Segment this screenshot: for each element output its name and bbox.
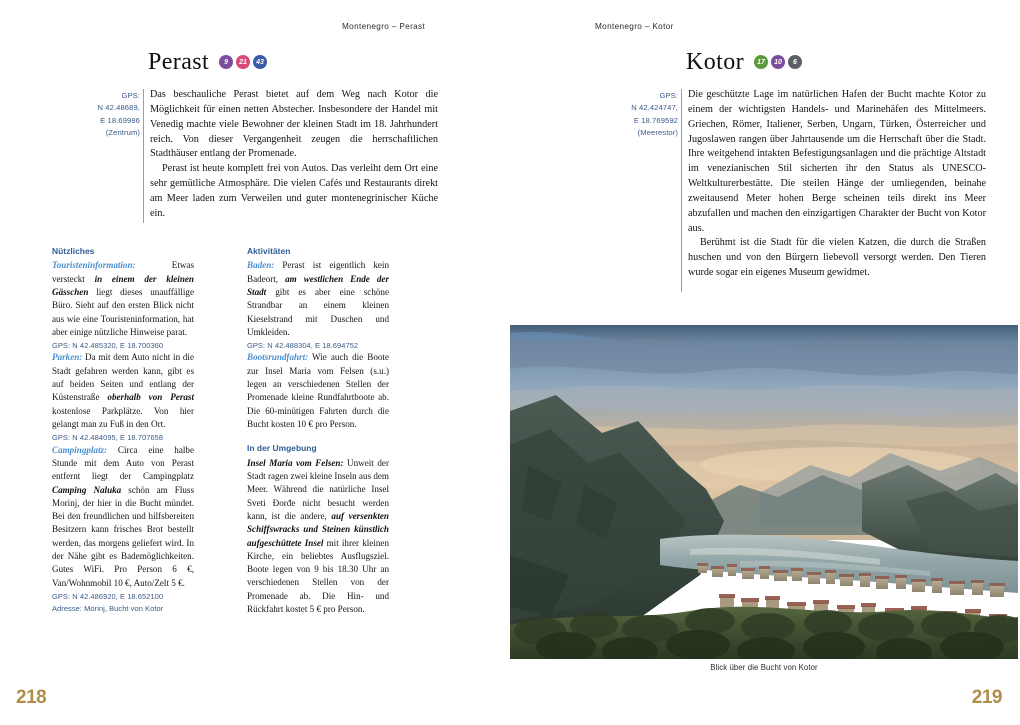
entry-emphasis: oberhalb von Perast	[107, 392, 194, 403]
section-heading: Aktivitäten	[247, 246, 291, 256]
entry-text: liegt dieses unauffällige Büro. Sieht auf den ersten Blick nicht aus wie eine Touristeninformation, hat aber einige nützliche Hinweise parat.	[52, 286, 194, 337]
entry-baden	[247, 259, 389, 351]
running-head-left: Montenegro – Perast	[342, 22, 426, 31]
entry-address: Adresse: Morinj, Bucht von Kotor	[52, 604, 164, 614]
entry-lead: Parken:	[52, 352, 83, 363]
map-number-badge: 21	[236, 55, 250, 69]
gps-note: (Meerestor)	[637, 127, 678, 137]
page-title: Kotor	[686, 49, 744, 75]
photo-caption: Blick über die Bucht von Kotor	[710, 663, 818, 672]
gps-label: GPS:	[121, 91, 140, 100]
gps-longitude: E 18.769592	[633, 115, 678, 125]
map-number-badge: 17	[754, 55, 768, 69]
entry-text: Etwas versteckt	[52, 260, 194, 284]
entry-parken	[52, 351, 194, 443]
entry-campingplatz	[52, 444, 194, 615]
column-aktivitaeten	[247, 245, 389, 616]
running-head-right: Montenegro – Kotor	[595, 22, 674, 31]
section-heading: Nützliches	[52, 246, 95, 256]
map-number-badge: 10	[771, 55, 785, 69]
kotor-badge-group	[754, 55, 802, 69]
gps-sidebar-perast	[52, 90, 140, 139]
entry-lead: Baden:	[247, 260, 275, 271]
chapter-title-perast	[148, 50, 267, 74]
intro-paragraph: Die geschützte Lage im natürlichen Hafen der Bucht machte Kotor zu einem der wichtigsten Handels- und Marinehäfen des Mittelmeers. Griechen, Römer, Italiener, Serben, Ungarn, Türken, Österreicher und Jugoslawen rangen über Jahrtausende um die Herrschaft über die Stadt. Ihre weitgehend intakten Befestigungsanlagen und die prächtige Altstadt im venezianischen Stil sicherten ihr den Status als UNESCO-Weltkulturerbestätte. Die steilen Hänge der umliegenden, beinahe zweitausend Meter hohen Berge scheinen teils direkt ins Meer abzufallen und machen den einzigartigen Charakter der Bucht von Kotor aus.	[688, 89, 986, 234]
entry-text: Unweit der Stadt ragen zwei kleine Inseln aus dem Meer. Während die natürliche Insel Sveti Đorđe nicht besucht werden kann, ist die andere,	[247, 457, 389, 521]
entry-emphasis: auf versenkten Schiffswracks und Steinen künstlich aufgeschüttete Insel	[247, 510, 389, 548]
intro-text-kotor	[688, 88, 986, 281]
intro-paragraph: Berühmt ist die Stadt für die vielen Katzen, die durch die Straßen huschen und von den Bürgern liebevoll versorgt werden. Den Tieren wurde sogar ein eigenes Museum gewidmet.	[688, 237, 986, 279]
entry-gps: GPS: N 42.488304, E 18.694752	[247, 341, 359, 351]
gps-note: (Zentrum)	[105, 127, 140, 137]
entry-text: Da mit dem Auto nicht in die Stadt gefahren werden kann, gibt es auf beiden Seiten und entlang der Küstenstraße	[52, 352, 194, 403]
entry-insel-maria-vom-felsen	[247, 457, 389, 617]
intro-paragraph: Das beschauliche Perast bietet auf dem Weg nach Kotor die Möglichkeit für einen netten Abstecher. Insbesondere der Handel mit Venedig machte viele Bewohner der kleinen Stadt im 18. Jahrhundert reich. Von dieser Vergangenheit zeugen die herrschaftlichen Stadthäuser entlang der Promenade.	[150, 89, 438, 160]
intro-paragraph: Perast ist heute komplett frei von Autos. Das verleiht dem Ort eine sehr gemütliche Atmosphäre. Die vielen Cafés und Restaurants direkt am Meer laden zum Verweilen und guter montenegrinischer Küche ein.	[150, 163, 438, 219]
entry-gps: GPS: N 42.484095, E 18.707658	[52, 433, 164, 443]
entry-text: Wie auch die Boote zur Insel Maria vom Felsen (s.u.) legen an verschiedenen Stellen der Promenade kleine Rundfahrtboote ab. Die 60-minütigen Fahrten durch die Bucht kosten 10 € pro Person.	[247, 352, 389, 429]
gps-label: GPS:	[659, 91, 678, 100]
page-number-left: 218	[16, 687, 47, 708]
gps-latitude: N 42.48689,	[97, 103, 140, 113]
page-number-right: 219	[971, 687, 1002, 708]
entry-gps: GPS: N 42.485320, E 18.700360	[52, 341, 164, 351]
entry-lead: Insel Maria vom Felsen:	[247, 457, 344, 468]
entry-lead: Bootsrundfahrt:	[247, 352, 309, 363]
entry-gps: GPS: N 42.486920, E 18.652100	[52, 592, 164, 601]
entry-touristeninformation	[52, 259, 194, 351]
map-number-badge: 6	[788, 55, 802, 69]
entry-text: Circa eine halbe Stunde mit dem Auto von Perast entfernt liegt der Campingplatz	[52, 444, 194, 482]
intro-rule	[681, 89, 682, 292]
column-nuetzliches	[52, 245, 194, 615]
perast-badge-group	[219, 55, 267, 69]
gps-latitude: N 42.424747,	[631, 103, 678, 113]
entry-text: kostenlose Parkplätze. Von hier gelangt man zu Fuß in den Ort.	[52, 405, 194, 429]
entry-lead: Touristeninformation:	[52, 260, 136, 271]
gps-longitude: E 18.69986	[100, 115, 140, 125]
section-heading: In der Umgebung	[247, 443, 317, 454]
map-number-badge: 43	[253, 55, 267, 69]
intro-text-perast	[150, 88, 438, 222]
entry-text: schön am Fluss Morinj, der hier in die Bucht mündet. Bei den freundlichen und hilfsbereiten Besitzern kann frisches Brot bestellt werden, das morgens geliefert wird. In der Nähe gibt es Bademöglichkeiten. Gutes WiFi. Pro Person 6 €, Van/Wohnmobil 10 €, Auto/Zelt 5 €.	[52, 484, 194, 588]
chapter-title-kotor	[686, 50, 802, 74]
intro-rule	[143, 89, 144, 223]
photo-bucht-von-kotor	[510, 325, 1018, 659]
entry-emphasis: Camping Naluka	[52, 484, 122, 495]
entry-emphasis: in einem der kleinen Gässchen	[52, 273, 194, 297]
map-number-badge: 9	[219, 55, 233, 69]
entry-text: Perast ist eigentlich kein Badeort,	[247, 260, 389, 284]
entry-lead: Campingplatz:	[52, 444, 108, 455]
page-title: Perast	[148, 49, 210, 75]
photo-image	[510, 325, 1018, 659]
right-page	[510, 0, 1020, 725]
entry-text: mit ihrer kleinen Kirche, ein beliebtes Ausflugsziel. Boote legen von 9 bis 18.30 Uhr an verschiedenen Stellen von der Promenade ab. Die Hin- und Rückfahrt kostet 5 € pro Person.	[247, 537, 390, 615]
entry-text: gibt es aber eine schöne Strandbar an einem kleinen Kieselstrand mit Duschen und Umkleiden.	[247, 286, 389, 337]
gps-sidebar-kotor	[590, 90, 678, 139]
entry-bootsrundfahrt	[247, 351, 389, 431]
entry-emphasis: am westlichen Ende der Stadt	[247, 273, 389, 297]
